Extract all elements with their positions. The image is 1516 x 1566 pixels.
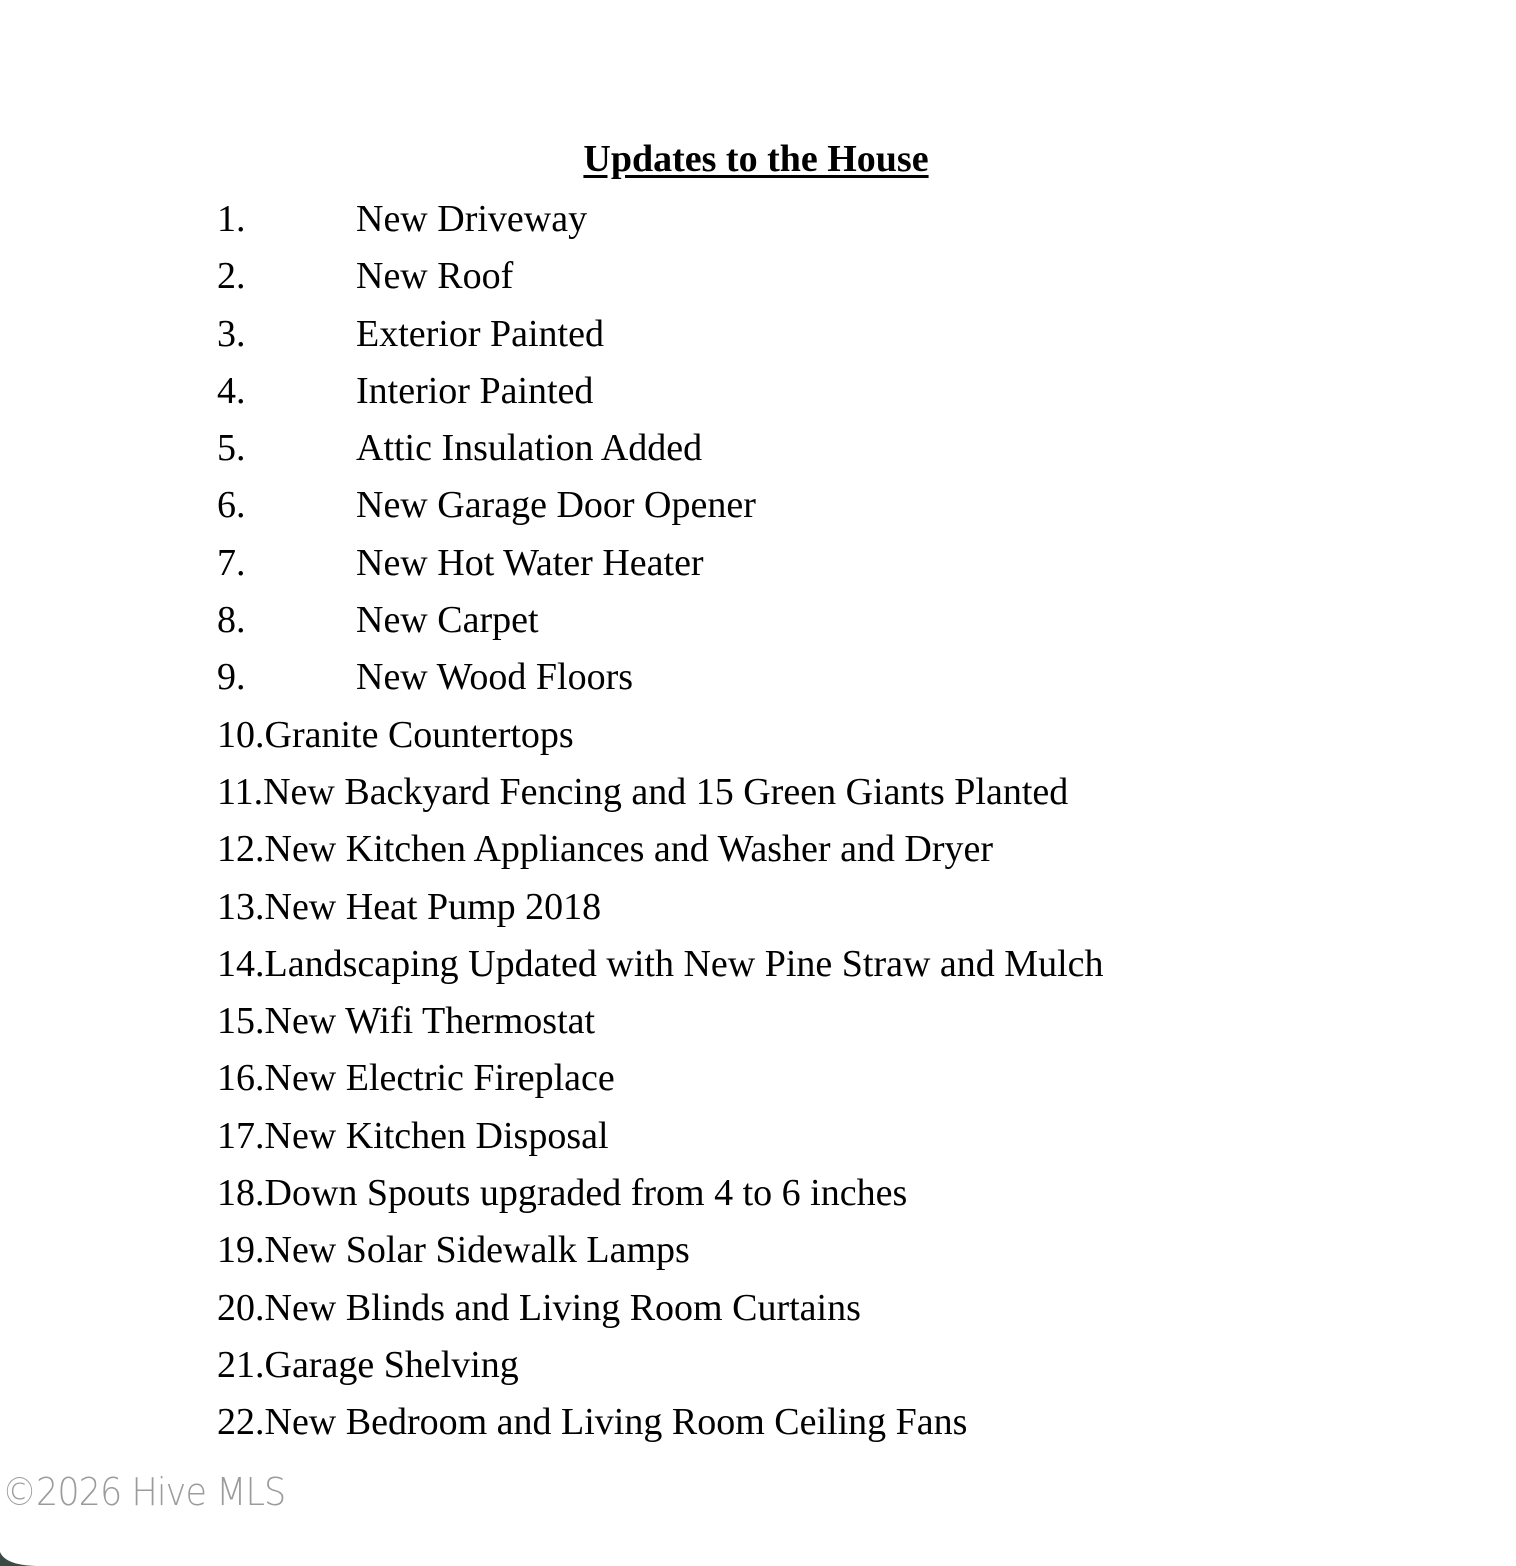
item-text: Granite Countertops (264, 713, 574, 756)
item-text: Interior Painted (356, 369, 594, 412)
list-item (217, 1337, 1104, 1394)
item-text: Attic Insulation Added (356, 427, 703, 470)
list-item (217, 191, 1104, 248)
item-number: 21. (217, 1343, 265, 1386)
item-text: New Garage Door Opener (356, 484, 756, 527)
item-number: 5. (217, 427, 246, 470)
document-title: Updates to the House (583, 138, 929, 180)
item-number: 18. (217, 1172, 265, 1215)
item-text: New Carpet (356, 599, 539, 642)
list-item (217, 306, 1104, 363)
item-number: 11. (217, 770, 264, 813)
item-number: 14. (217, 942, 265, 985)
list-item (217, 1280, 1104, 1337)
item-number: 7. (217, 541, 246, 584)
item-number: 12. (217, 828, 265, 871)
item-number: 3. (217, 312, 246, 355)
list-item (217, 1394, 1104, 1451)
item-number: 6. (217, 484, 246, 527)
updates-list (217, 191, 1104, 1452)
list-item (217, 535, 1104, 592)
item-text: Garage Shelving (264, 1343, 519, 1386)
item-text: New Solar Sidewalk Lamps (264, 1229, 690, 1272)
list-item (217, 1050, 1104, 1107)
item-text: New Driveway (356, 198, 588, 240)
item-number: 8. (217, 599, 246, 642)
item-text: New Wood Floors (356, 656, 634, 699)
item-number: 17. (217, 1114, 265, 1157)
page-corner-shadow (0, 1552, 1516, 1566)
item-number: 20. (217, 1286, 265, 1329)
list-item (217, 363, 1104, 420)
item-text: New Roof (356, 255, 514, 298)
list-item (217, 1222, 1104, 1279)
list-item (217, 649, 1104, 706)
item-text: New Hot Water Heater (356, 541, 704, 584)
item-text: New Backyard Fencing and 15 Green Giants Planted (263, 770, 1069, 813)
list-item (217, 420, 1104, 477)
item-number: 13. (217, 885, 265, 928)
list-item (217, 821, 1104, 878)
list-item (217, 1108, 1104, 1165)
list-item (217, 477, 1104, 534)
list-item (217, 248, 1104, 305)
item-number: 15. (217, 1000, 265, 1043)
list-item (217, 592, 1104, 649)
item-text: New Kitchen Disposal (264, 1114, 609, 1157)
list-item (217, 993, 1104, 1050)
item-text: New Heat Pump 2018 (264, 885, 602, 928)
copyright-watermark: ©2026 Hive MLS (2, 1470, 286, 1514)
list-item (217, 879, 1104, 936)
item-text: New Blinds and Living Room Curtains (264, 1286, 861, 1329)
item-number: 2. (217, 255, 246, 298)
item-text: New Bedroom and Living Room Ceiling Fans (264, 1401, 968, 1444)
item-number: 1. (217, 198, 246, 240)
item-text: Down Spouts upgraded from 4 to 6 inches (264, 1172, 908, 1215)
item-number: 4. (217, 369, 246, 412)
item-number: 22. (217, 1401, 265, 1444)
list-item (217, 707, 1104, 764)
list-item (217, 1165, 1104, 1222)
item-text: New Wifi Thermostat (264, 1000, 596, 1043)
item-text: Exterior Painted (356, 312, 604, 355)
item-number: 9. (217, 656, 246, 699)
item-number: 16. (217, 1057, 265, 1100)
item-text: New Kitchen Appliances and Washer and Dryer (264, 828, 994, 871)
item-number: 10. (217, 713, 265, 756)
item-text: Landscaping Updated with New Pine Straw and Mulch (264, 942, 1104, 985)
item-text: New Electric Fireplace (264, 1057, 615, 1100)
list-item (217, 936, 1104, 993)
list-item (217, 764, 1104, 821)
item-number: 19. (217, 1229, 265, 1272)
